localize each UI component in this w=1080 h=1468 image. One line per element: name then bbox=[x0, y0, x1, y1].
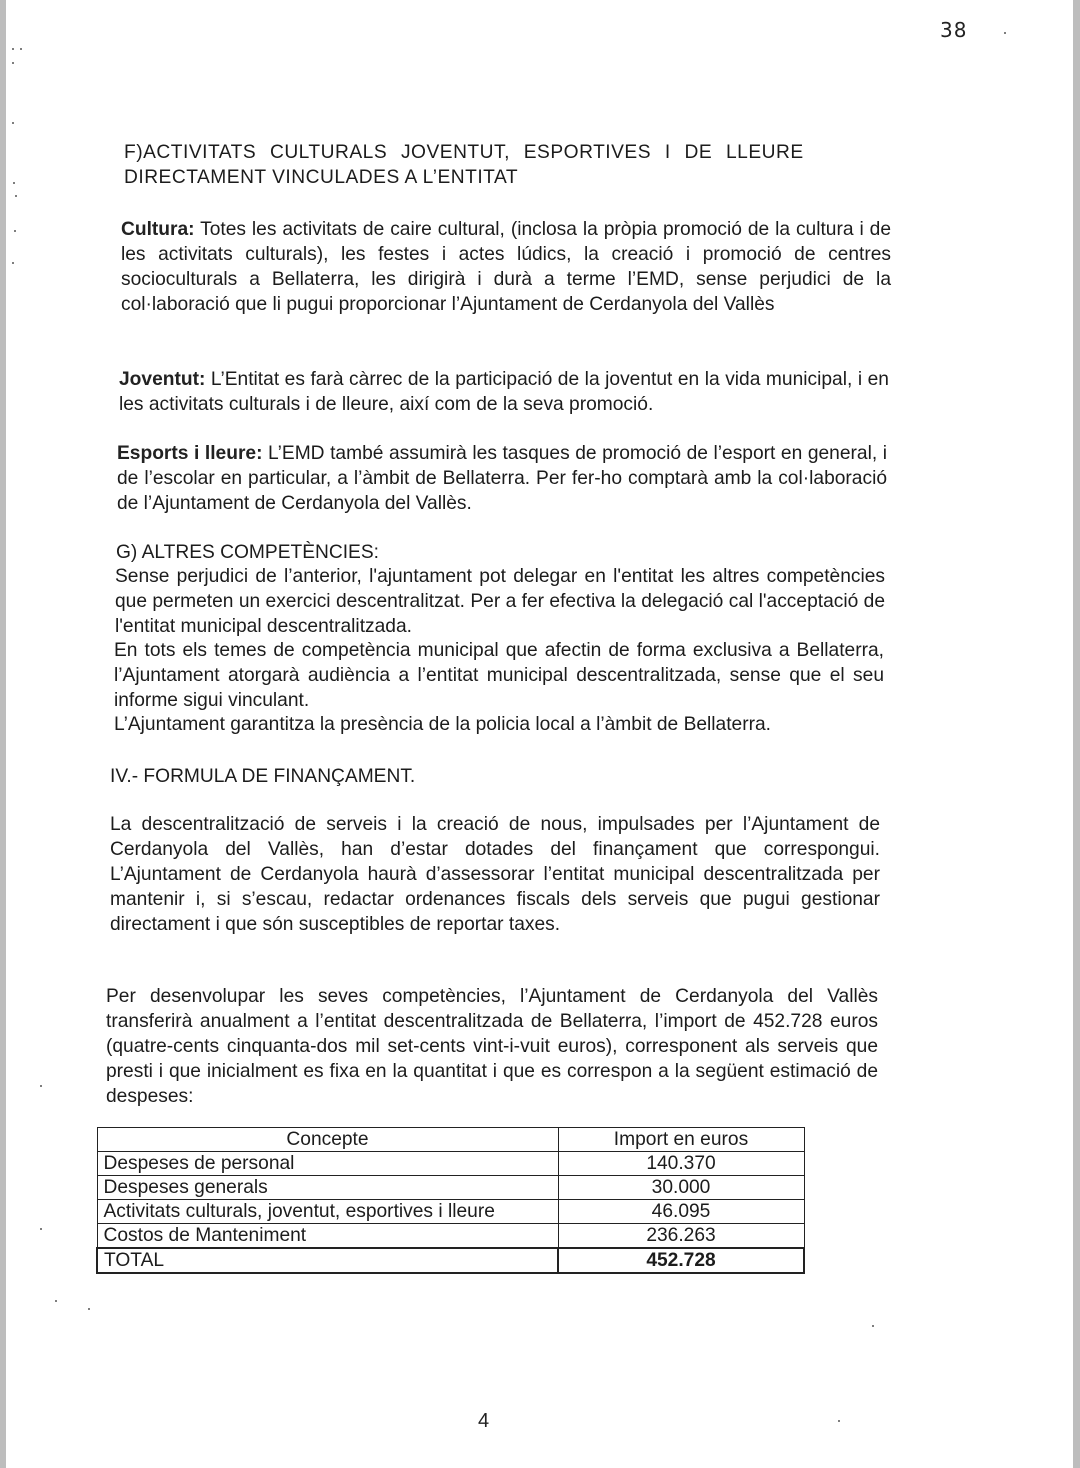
cost-estimate-table bbox=[96, 1127, 805, 1274]
scan-speck bbox=[55, 1300, 57, 1302]
scan-speck bbox=[20, 48, 22, 50]
scan-speck bbox=[12, 262, 14, 264]
row-amount: 140.370 bbox=[558, 1152, 804, 1176]
joventut-label: Joventut: bbox=[119, 369, 206, 390]
section-iv-paragraph-1: La descentralització de serveis i la creació de nous, impulsades per l’Ajuntament de Cerdanyola del Vallès, han d’estar dotades del finançament que correspongui. L’Ajuntament de Cerdanyola haurà d’assessorar l’entitat municipal descentralitzada per mantenir i, si s’escau, redactar ordenances fiscals dels serveis que pugui gestionar directament i que són susceptibles de reportar taxes. bbox=[110, 814, 880, 935]
section-g-paragraph-2: En tots els temes de competència municipal que afectin de forma exclusiva a Bellaterra, l’Ajuntament atorgarà audiència a l’entitat municipal descentralitzada, sense que el seu informe sigui vinculant. bbox=[114, 640, 884, 711]
section-f-title-line1: F)ACTIVITATS CULTURALS JOVENTUT, ESPORTIVES I DE LLEURE bbox=[124, 142, 804, 163]
cultura-label: Cultura: bbox=[121, 219, 195, 240]
row-concept: Despeses generals bbox=[97, 1176, 558, 1200]
scan-speck bbox=[872, 1325, 874, 1327]
section-g-paragraph-1: Sense perjudici de l’anterior, l'ajuntament pot delegar en l'entitat les altres competències que permeten un exercici descentralitzat. Per a fer efectiva la delegació cal l'acceptació de l'entitat municipal descentralitzada. bbox=[115, 566, 885, 637]
joventut-text: L’Entitat es farà càrrec de la participació de la joventut en la vida municipal, i en les activitats culturals i de lleure, així com de la seva promoció. bbox=[119, 369, 889, 415]
section-f-heading bbox=[124, 140, 894, 190]
scan-speck bbox=[12, 122, 14, 124]
section-g-title: G) ALTRES COMPETÈNCIES: bbox=[116, 542, 379, 563]
handwritten-page-number: 38 bbox=[940, 18, 968, 42]
scan-speck bbox=[14, 230, 16, 232]
column-header-concept: Concepte bbox=[97, 1128, 558, 1152]
scan-edge-right bbox=[1073, 0, 1080, 1468]
row-amount: 30.000 bbox=[558, 1176, 804, 1200]
printed-page-number: 4 bbox=[478, 1410, 490, 1432]
cultura-paragraph bbox=[121, 217, 891, 317]
row-concept: Despeses de personal bbox=[97, 1152, 558, 1176]
esports-text: L’EMD també assumirà les tasques de promoció de l’esport en general, i de l’escolar en particular, a l’àmbit de Bellaterra. Per fer-ho comptarà amb la col·laboració de l’Ajuntament de Cerdanyola del Vallès. bbox=[117, 443, 887, 514]
table-header-row bbox=[97, 1128, 804, 1152]
esports-label: Esports i lleure: bbox=[117, 443, 263, 464]
row-concept: Activitats culturals, joventut, esportives i lleure bbox=[97, 1200, 558, 1224]
total-amount: 452.728 bbox=[558, 1248, 804, 1273]
section-iv-title: IV.- FORMULA DE FINANÇAMENT. bbox=[110, 766, 416, 787]
row-amount: 46.095 bbox=[558, 1200, 804, 1224]
scan-speck bbox=[838, 1420, 840, 1422]
scan-edge-left bbox=[0, 0, 6, 1468]
scan-speck bbox=[40, 1228, 42, 1230]
scan-speck bbox=[1004, 32, 1006, 34]
table-total-row bbox=[97, 1248, 804, 1273]
table-row bbox=[97, 1152, 804, 1176]
scan-speck bbox=[40, 1085, 42, 1087]
column-header-amount: Import en euros bbox=[558, 1128, 804, 1152]
section-iv-paragraph-2: Per desenvolupar les seves competències, l’Ajuntament de Cerdanyola del Vallès transferirà anualment a l’entitat descentralitzada de Bellaterra, l’import de 452.728 euros (quatre-cents cinquanta-dos mil set-cents vint-i-vuit euros), corresponent als serveis que presti i que inicialment es fixa en la quantitat i que es correspon a la següent estimació de despeses: bbox=[106, 986, 878, 1107]
cultura-text: Totes les activitats de caire cultural, (inclosa la pròpia promoció de la cultura i de les activitats culturals), les festes i actes lúdics, la creació i promoció de centres socioculturals a Bellaterra, les dirigirà i durà a terme l’EMD, sense perjudici de la col·laboració que li pugui proporcionar l’Ajuntament de Cerdanyola del Vallès bbox=[121, 219, 891, 315]
row-amount: 236.263 bbox=[558, 1224, 804, 1249]
joventut-paragraph bbox=[119, 367, 889, 417]
total-label: TOTAL bbox=[97, 1248, 558, 1273]
esports-paragraph bbox=[117, 441, 887, 516]
section-f-title-line2: DIRECTAMENT VINCULADES A L’ENTITAT bbox=[124, 167, 519, 188]
table-row bbox=[97, 1176, 804, 1200]
scan-speck bbox=[12, 62, 14, 64]
scan-speck bbox=[88, 1308, 90, 1310]
table-row bbox=[97, 1224, 804, 1249]
table-row bbox=[97, 1200, 804, 1224]
scan-speck bbox=[12, 48, 14, 50]
scan-speck bbox=[15, 195, 17, 197]
section-g-paragraph-3: L’Ajuntament garantitza la presència de la policia local a l’àmbit de Bellaterra. bbox=[114, 714, 772, 735]
scan-speck bbox=[13, 182, 15, 184]
row-concept: Costos de Manteniment bbox=[97, 1224, 558, 1249]
